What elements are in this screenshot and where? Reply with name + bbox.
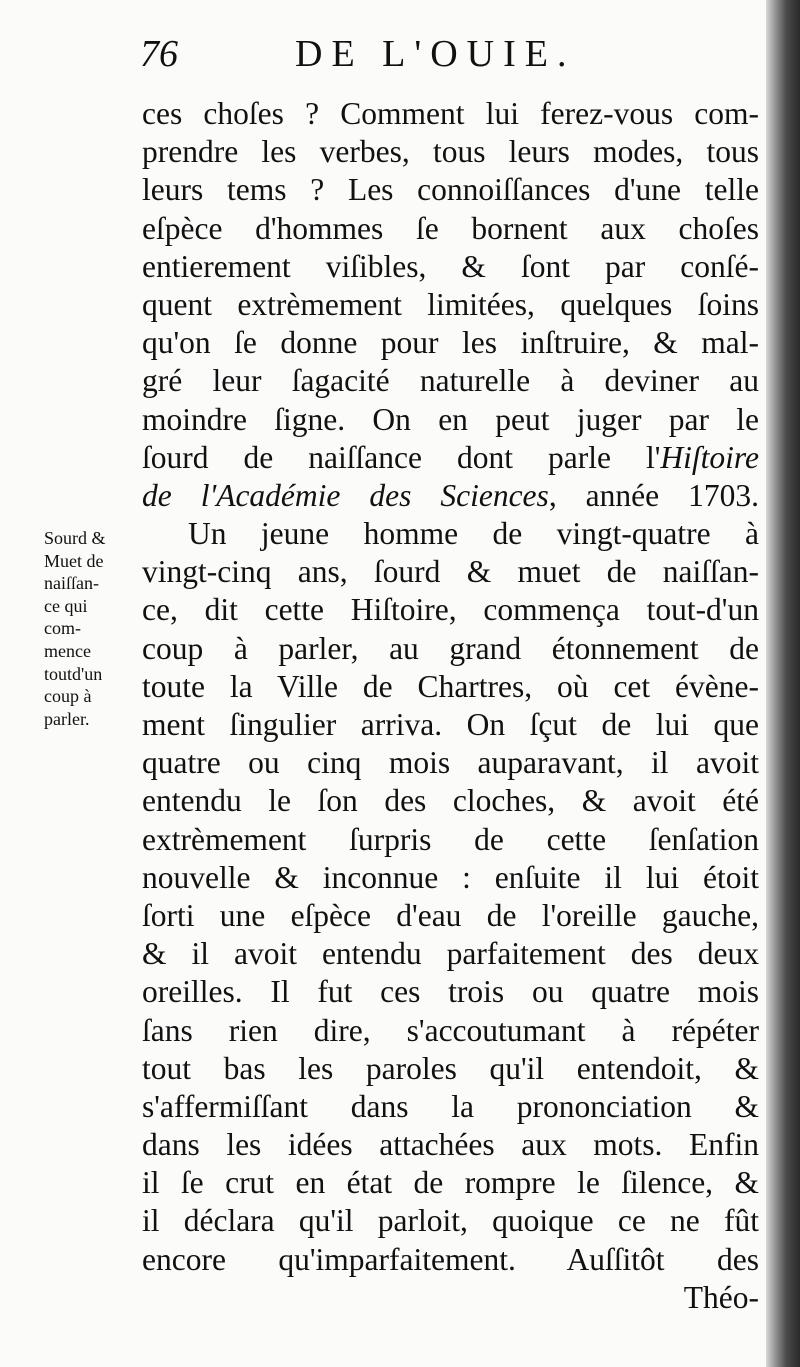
body-text	[142, 95, 759, 1317]
text-line: eſpèce d'hommes ſe bornent aux choſes	[142, 210, 759, 246]
text-line-with-citation	[142, 439, 759, 477]
text-line: s'affermiſſant dans la prononciation &	[142, 1088, 759, 1124]
text-line: ces choſes ? Comment lui ferez-vous com-	[142, 96, 759, 131]
text-line: oreilles. Il fut ces trois ou quatre mois	[142, 974, 759, 1010]
margin-note-line: coup à	[44, 686, 92, 707]
scan-edge-shadow	[766, 0, 800, 1367]
text-line: entendu le ſon des cloches, & avoit été	[142, 783, 759, 819]
text-segment: ſourd de naiſſance dont parle l'	[142, 439, 661, 475]
year-text: , année 1703.	[548, 477, 759, 513]
text-line: nouvelle & inconnue : enſuite il lui étoit	[142, 859, 759, 895]
text-line: tout bas les paroles qu'il entendoit, &	[142, 1050, 759, 1086]
text-line: coup à parler, au grand étonnement de	[142, 630, 759, 666]
margin-note-line: naiſſan-	[44, 573, 99, 594]
text-line: quatre ou cinq mois auparavant, il avoit	[142, 745, 759, 781]
text-line: ment ſingulier arriva. On ſçut de lui que	[142, 707, 759, 742]
text-line: gré leur ſagacité naturelle à deviner au	[142, 363, 759, 399]
text-line-with-citation	[142, 477, 759, 515]
text-line: toute la Ville de Chartres, où cet évène-	[142, 668, 759, 704]
catchword: Théo-	[683, 1279, 759, 1315]
italic-title: Hiſtoire	[660, 439, 759, 475]
text-line: moindre ſigne. On en peut juger par le	[142, 401, 759, 437]
margin-note-line: ce qui	[44, 595, 88, 616]
margin-note-line: toutd'un	[44, 663, 103, 684]
margin-note-line: Sourd &	[44, 528, 106, 548]
text-line: entierement viſibles, & ſont par conſé-	[142, 248, 759, 284]
italic-title: de l'Académie des Sciences	[142, 477, 549, 513]
text-line: ſans rien dire, s'accoutumant à répéter	[142, 1012, 759, 1048]
margin-note-line: Muet de	[44, 550, 104, 571]
text-line: & il avoit entendu parfaitement des deux	[142, 936, 759, 972]
margin-note-line: parler.	[44, 708, 90, 729]
text-line: extrèmement ſurpris de cette ſenſation	[142, 821, 759, 857]
margin-note-line: mence	[44, 640, 91, 661]
text-line: prendre les verbes, tous leurs modes, tous	[142, 134, 759, 170]
margin-note	[44, 527, 144, 730]
text-line: ce, dit cette Hiſtoire, commença tout-d'un	[142, 592, 759, 628]
running-head: DE L'OUIE.	[295, 33, 576, 75]
text-line: encore qu'imparfaitement. Auſſitôt des	[142, 1241, 759, 1277]
page-number: 76	[140, 33, 178, 75]
text-line: leurs tems ? Les connoiſſances d'une telle	[142, 172, 759, 208]
text-line: ſorti une eſpèce d'eau de l'oreille gauche,	[142, 897, 759, 933]
text-line: il déclara qu'il parloit, quoique ce ne fût	[142, 1203, 759, 1239]
text-line: il ſe crut en état de rompre le ſilence, &	[142, 1165, 759, 1201]
text-line: quent extrèmement limitées, quelques ſoins	[142, 286, 759, 322]
text-line: vingt-cinq ans, ſourd & muet de naiſſan-	[142, 554, 759, 590]
text-line: qu'on ſe donne pour les inſtruire, & mal-	[142, 325, 759, 361]
text-line: dans les idées attachées aux mots. Enfin	[142, 1127, 759, 1163]
margin-note-line: com-	[44, 618, 81, 639]
text-line: Un jeune homme de vingt-quatre à	[188, 516, 759, 552]
page-header	[140, 30, 760, 80]
